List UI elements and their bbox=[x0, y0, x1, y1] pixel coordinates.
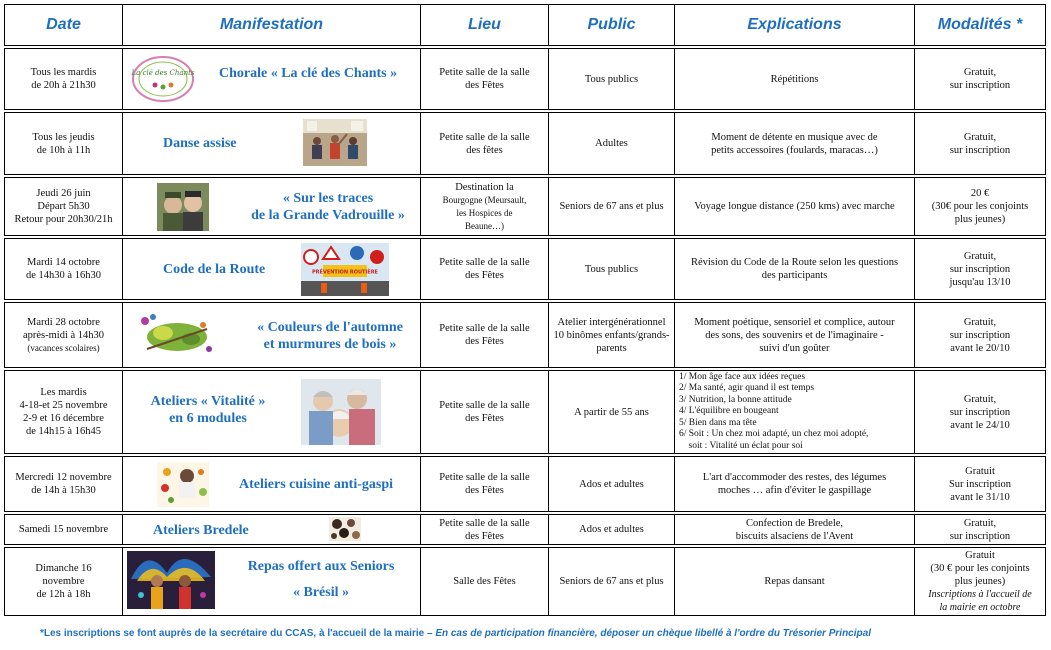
date-cell: Samedi 15 novembre bbox=[5, 515, 123, 545]
explications-cell: Repas dansant bbox=[675, 548, 915, 616]
road-safety-image bbox=[301, 243, 389, 296]
explications-cell: Moment poétique, sensoriel et complice, autour des sons, des souvenirs et de l'imaginaire - suivi d'un goûter bbox=[675, 303, 915, 368]
header-public: Public bbox=[549, 5, 675, 46]
public-cell: Tous publics bbox=[549, 49, 675, 110]
brazil-carnival-photo bbox=[127, 551, 215, 609]
header-lieu: Lieu bbox=[421, 5, 549, 46]
modalites-cell: Gratuit, sur inscription avant le 24/10 bbox=[915, 371, 1046, 454]
public-cell: Tous publics bbox=[549, 239, 675, 300]
modalites-cell: Gratuit, sur inscription bbox=[915, 515, 1046, 545]
event-title: Ateliers « Vitalité » en 6 modules bbox=[150, 394, 266, 426]
lieu-cell: Petite salle de la salle des Fêtes bbox=[421, 303, 549, 368]
seniors-photo bbox=[301, 379, 381, 445]
footnote-registration: *Les inscriptions se font auprès de la secrétaire du CCAS, à l'accueil de la mairie – bbox=[40, 628, 436, 639]
manifestation-cell bbox=[123, 49, 421, 110]
date-cell: Mardi 28 octobre après-midi à 14h30 (vacances scolaires) bbox=[5, 303, 123, 368]
public-cell: Atelier intergénérationnel 10 binômes enfants/grands- parents bbox=[549, 303, 675, 368]
lieu-cell: Salle des Fêtes bbox=[421, 548, 549, 616]
event-title: « Sur les traces de la Grande Vadrouille » bbox=[251, 191, 405, 223]
seated-dance-photo bbox=[303, 119, 367, 166]
autumn-workshop-image bbox=[133, 309, 215, 361]
manifestation-cell bbox=[123, 457, 421, 512]
explications-cell: Moment de détente en musique avec de petits accessoires (foulards, maracas…) bbox=[675, 113, 915, 175]
modalites-cell: 20 € (30€ pour les conjoints plus jeunes) bbox=[915, 178, 1046, 236]
program-table bbox=[4, 4, 1046, 616]
modalites-cell: Gratuit Sur inscription avant le 31/10 bbox=[915, 457, 1046, 512]
public-cell: A partir de 55 ans bbox=[549, 371, 675, 454]
event-title: Chorale « La clé des Chants » bbox=[219, 66, 398, 81]
table-row bbox=[5, 239, 1046, 300]
date-cell: Tous les jeudis de 10h à 11h bbox=[5, 113, 123, 175]
explications-cell: Confection de Bredele, biscuits alsaciens de l'Avent bbox=[675, 515, 915, 545]
manifestation-cell bbox=[123, 548, 421, 616]
road-safety-sign-text: PRÉVENTION ROUTIÈRE bbox=[312, 269, 378, 276]
lieu-cell: Petite salle de la salle des Fêtes bbox=[421, 515, 549, 545]
anti-waste-cooking-image bbox=[157, 462, 209, 507]
modalites-cell: Gratuit, sur inscription avant le 20/10 bbox=[915, 303, 1046, 368]
event-title: « Couleurs de l'automne et murmures de bois » bbox=[257, 320, 403, 352]
table-row bbox=[5, 548, 1046, 616]
public-cell: Ados et adultes bbox=[549, 457, 675, 512]
table-row bbox=[5, 515, 1046, 545]
modalites-cell: Gratuit, sur inscription jusqu'au 13/10 bbox=[915, 239, 1046, 300]
program-table-container bbox=[4, 4, 1045, 616]
explications-cell: Voyage longue distance (250 kms) avec marche bbox=[675, 178, 915, 236]
date-cell: Les mardis 4-18-et 25 novembre 2-9 et 16 décembre de 14h15 à 16h45 bbox=[5, 371, 123, 454]
header-explications: Explications bbox=[675, 5, 915, 46]
explications-cell: L'art d'accommoder des restes, des légumes moches … afin d'éviter le gaspillage bbox=[675, 457, 915, 512]
explications-cell: Révision du Code de la Route selon les questions des participants bbox=[675, 239, 915, 300]
date-cell: Dimanche 16 novembre de 12h à 18h bbox=[5, 548, 123, 616]
explications-cell: Répétitions bbox=[675, 49, 915, 110]
public-cell: Seniors de 67 ans et plus bbox=[549, 548, 675, 616]
public-cell: Seniors de 67 ans et plus bbox=[549, 178, 675, 236]
event-title: Ateliers cuisine anti-gaspi bbox=[239, 477, 393, 492]
bredele-cookies-image bbox=[329, 517, 361, 541]
modalites-cell: Gratuit, sur inscription bbox=[915, 49, 1046, 110]
manifestation-cell bbox=[123, 239, 421, 300]
table-row bbox=[5, 457, 1046, 512]
header-modalites: Modalités * bbox=[915, 5, 1046, 46]
public-cell: Adultes bbox=[549, 113, 675, 175]
footnote-payment: En cas de participation financière, déposer un chèque libellé à l'ordre du Trésorier Principal bbox=[435, 628, 871, 639]
header-row bbox=[5, 5, 1046, 46]
choir-logo-image bbox=[130, 55, 196, 103]
date-cell: Mardi 14 octobre de 14h30 à 16h30 bbox=[5, 239, 123, 300]
lieu-cell: Petite salle de la salle des Fêtes bbox=[421, 49, 549, 110]
table-row bbox=[5, 371, 1046, 454]
table-row bbox=[5, 178, 1046, 236]
event-title: Code de la Route bbox=[163, 262, 266, 277]
date-cell: Jeudi 26 juin Départ 5h30 Retour pour 20h30/21h bbox=[5, 178, 123, 236]
lieu-cell: Petite salle de la salle des Fêtes bbox=[421, 371, 549, 454]
lieu-cell: Destination la Bourgogne (Meursault, les Hospices de Beaune…) bbox=[421, 178, 549, 236]
modalites-cell: Gratuit, sur inscription bbox=[915, 113, 1046, 175]
manifestation-cell bbox=[123, 178, 421, 236]
manifestation-cell bbox=[123, 113, 421, 175]
manifestation-cell bbox=[123, 303, 421, 368]
modalites-cell: Gratuit (30 € pour les conjoints plus jeunes) Inscriptions à l'accueil de la mairie en octobre bbox=[915, 548, 1046, 616]
explications-cell: 1/ Mon âge face aux idées reçues 2/ Ma santé, agir quand il est temps 3/ Nutrition, la bonne attitude 4/ L'équilibre en bougeant 5/ Bien dans ma tête 6/ Soit : Un chez moi adapté, un chez moi adopté, soit : Vitalité un éclat pour soi bbox=[675, 371, 915, 454]
lieu-cell: Petite salle de la salle des Fêtes bbox=[421, 457, 549, 512]
event-title: Danse assise bbox=[163, 136, 237, 151]
manifestation-cell bbox=[123, 515, 421, 545]
public-cell: Ados et adultes bbox=[549, 515, 675, 545]
event-title: Repas offert aux Seniors « Brésil » bbox=[247, 559, 395, 600]
lieu-cell: Petite salle de la salle des Fêtes bbox=[421, 239, 549, 300]
grande-vadrouille-photo bbox=[157, 183, 209, 231]
choir-logo-text: La clé des Chants bbox=[131, 69, 195, 77]
table-row bbox=[5, 49, 1046, 110]
table-row bbox=[5, 303, 1046, 368]
event-title: Ateliers Bredele bbox=[153, 523, 249, 538]
manifestation-cell bbox=[123, 371, 421, 454]
header-manifestation: Manifestation bbox=[123, 5, 421, 46]
date-cell: Mercredi 12 novembre de 14h à 15h30 bbox=[5, 457, 123, 512]
table-row bbox=[5, 113, 1046, 175]
date-cell: Tous les mardis de 20h à 21h30 bbox=[5, 49, 123, 110]
header-date: Date bbox=[5, 5, 123, 46]
lieu-cell: Petite salle de la salle des fêtes bbox=[421, 113, 549, 175]
footnote bbox=[40, 628, 871, 639]
